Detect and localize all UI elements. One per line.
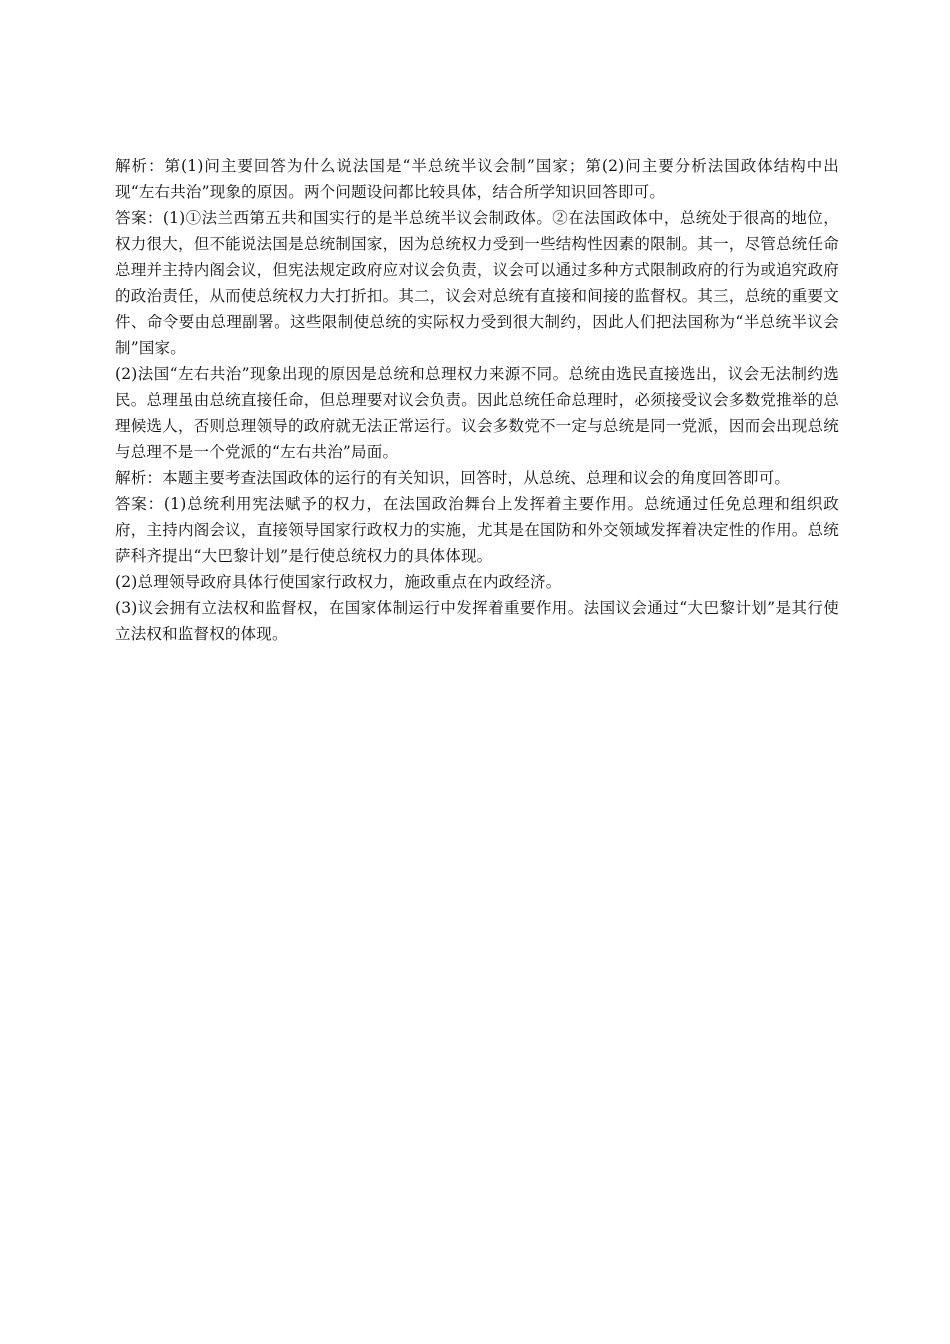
answer-paragraph-5: (3)议会拥有立法权和监督权，在国家体制运行中发挥着重要作用。法国议会通过“大巴黎计划”是其行使立法权和监督权的体现。: [115, 599, 839, 643]
answer-paragraph-1: 答案：(1)①法兰西第五共和国实行的是半总统半议会制政体。②在法国政体中，总统处于很高的地位，权力很大，但不能说法国是总统制国家，因为总统权力受到一些结构性因素的限制。其一，尽管总统任命总理并主持内阁会议，但宪法规定政府应对议会负责，议会可以通过多种方式限制政府的行为或追究政府的政治责任，从而使总统权力大打折扣。其二，议会对总统有直接和间接的监督权。其三，总统的重要文件、命令要由总理副署。这些限制使总统的实际权力受到很大制约，因此人们把法国称为“半总统半议会制”国家。: [115, 209, 839, 357]
analysis-paragraph-2: 解析：本题主要考查法国政体的运行的有关知识，回答时，从总统、总理和议会的角度回答即可。: [115, 469, 791, 487]
answer-paragraph-4: (2)总理领导政府具体行使国家行政权力，施政重点在内政经济。: [115, 573, 562, 591]
answer-paragraph-2: (2)法国“左右共治”现象出现的原因是总统和总理权力来源不同。总统由选民直接选出，议会无法制约选民。总理虽由总统直接任命，但总理要对议会负责。因此总统任命总理时，必须接受议会多数党推举的总理候选人，否则总理领导的政府就无法正常运行。议会多数党不一定与总统是同一党派，因而会出现总统与总理不是一个党派的“左右共治”局面。: [115, 365, 839, 461]
analysis-paragraph-1: 解析：第(1)问主要回答为什么说法国是“半总统半议会制”国家；第(2)问主要分析法国政体结构中出现“左右共治”现象的原因。两个问题设问都比较具体，结合所学知识回答即可。: [115, 157, 839, 201]
document-body: [115, 153, 839, 647]
answer-paragraph-3: 答案：(1)总统利用宪法赋予的权力，在法国政治舞台上发挥着主要作用。总统通过任免总理和组织政府，主持内阁会议，直接领导国家行政权力的实施，尤其是在国防和外交领域发挥着决定性的作用。总统萨科齐提出“大巴黎计划”是行使总统权力的具体体现。: [115, 495, 839, 565]
